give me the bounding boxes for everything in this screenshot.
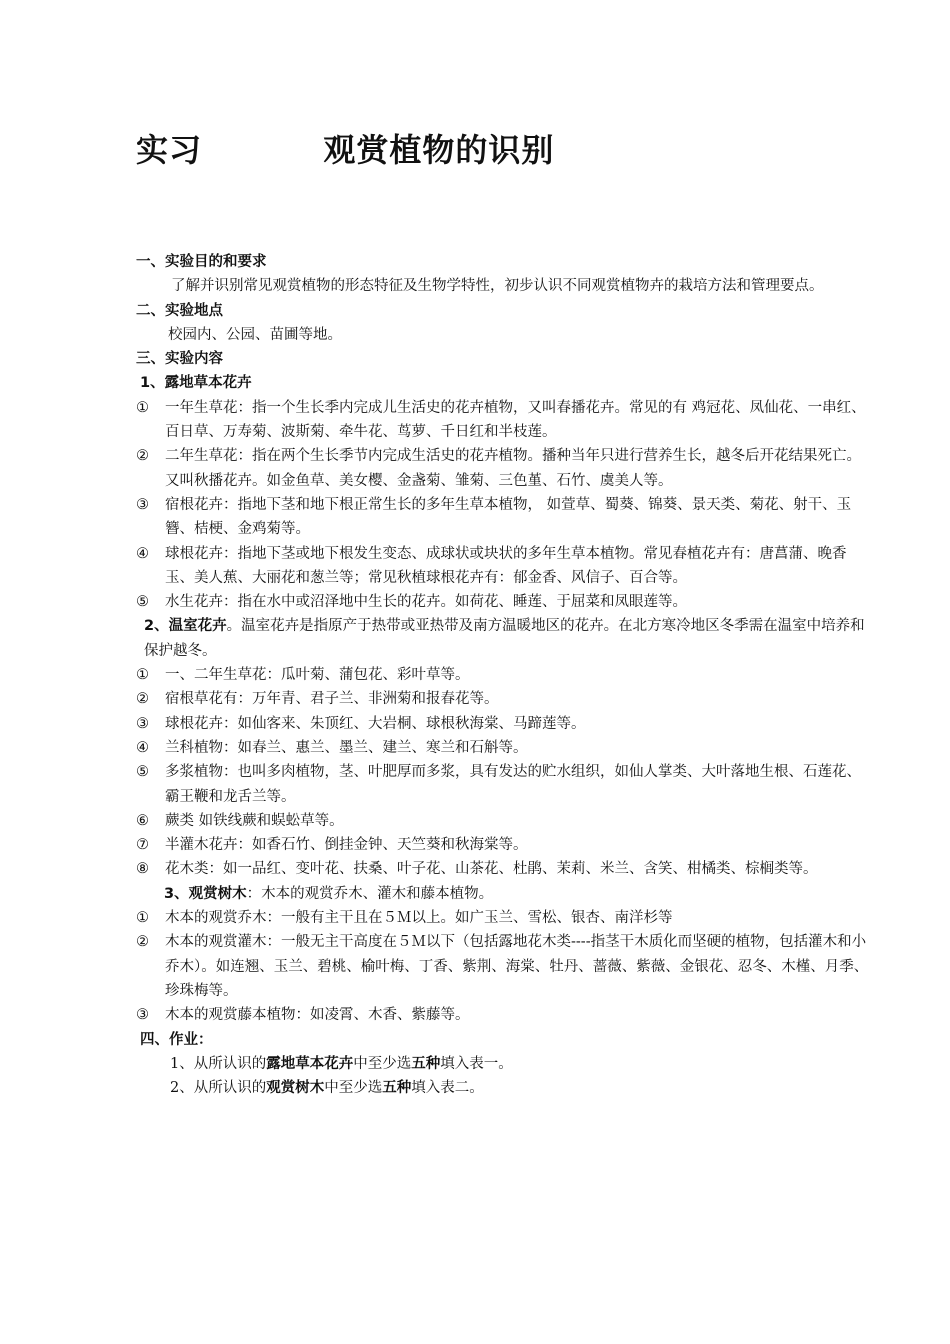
item-number: ⑤ [136,764,149,781]
item-text: 木本的观赏灌木：一般无主干高度在５Ｍ以下（包括露地花木类----指茎干木质化而坚硬的植物，包括灌木和小乔木）。如连翘、玉兰、碧桃、榆叶梅、丁香、紫荆、海棠、牡丹、蔷薇、紫薇、金银花、忍冬、木槿、月季、珍珠梅等。 [165,934,869,999]
list-item [136,736,871,760]
item-number: ③ [136,496,149,513]
subsection-title: 3、观赏树木 [164,885,247,902]
list-item [136,444,871,493]
item-text: 多浆植物：也叫多肉植物，茎、叶肥厚而多浆，具有发达的贮水组织，如仙人掌类、大叶落地生根、石莲花、霸王鞭和龙舌兰等。 [165,764,861,805]
list-item [136,493,871,542]
item-text: 水生花卉：指在水中或沼泽地中生长的花卉。如荷花、睡莲、于屈菜和凤眼莲等。 [165,594,687,611]
paragraph: 了解并识别常见观赏植物的形态特征及生物学特性，初步认识不同观赏植物卉的栽培方法和管理要点。 [171,278,824,295]
item-number: ③ [136,1007,149,1024]
list-item [136,542,871,591]
item-number: ③ [136,715,149,732]
homework-text: 填入表二。 [411,1080,484,1097]
list-item [136,833,871,857]
homework-emphasis: 露地草本花卉 [266,1055,354,1072]
list-item [136,687,871,711]
item-number: ① [136,399,149,416]
list-item [136,663,871,687]
list-item [136,906,871,930]
item-number: ⑥ [136,812,149,829]
section-heading: 二、实验地点 [136,302,223,319]
item-number: ① [136,910,149,927]
page-title: 实习 观赏植物的识别 [136,131,555,169]
homework-text: 中至少选 [324,1080,383,1097]
item-text: 兰科植物：如春兰、惠兰、墨兰、建兰、寒兰和石斛等。 [165,739,528,756]
section-heading: 一、实验目的和要求 [136,254,267,270]
homework-line [136,1076,871,1100]
item-text: 木本的观赏乔木：一般有主干且在５Ｍ以上。如广玉兰、雪松、银杏、南洋杉等 [165,910,673,927]
item-number: ⑤ [136,594,149,611]
item-number: ⑦ [136,837,149,854]
homework-text: 填入表一。 [440,1055,513,1072]
item-text: 蕨类 如铁线蕨和蜈蚣草等。 [165,812,344,829]
item-text: 花木类：如一品红、变叶花、扶桑、叶子花、山茶花、杜鹃、茉莉、米兰、含笑、柑橘类、棕榈类等。 [165,861,818,878]
list-item [136,396,871,445]
list-item [136,809,871,833]
document-body [136,250,871,1100]
list-item [136,1003,871,1027]
section-heading: 三、实验内容 [136,351,223,368]
paragraph [136,614,871,663]
homework-emphasis: 五种 [411,1055,441,1072]
item-number: ① [136,667,149,684]
subsection-desc: 。温室花卉是指原产于热带或亚热带及南方温暖地区的花卉。在北方寒冷地区冬季需在温室中培养和保护越冬。 [144,618,865,659]
item-number: ② [136,934,149,951]
item-number: ④ [136,545,149,562]
list-item [136,857,871,881]
item-number: ② [136,448,149,465]
homework-text: 1、从所认识的 [170,1055,267,1072]
item-text: 球根花卉：指地下茎或地下根发生变态、成球状或块状的多年生草本植物。常见春植花卉有：唐菖蒲、晚香玉、美人蕉、大丽花和葱兰等；常见秋植球根花卉有：郁金香、风信子、百合等。 [165,545,847,586]
item-text: 木本的观赏藤本植物：如凌霄、木香、紫藤等。 [165,1007,470,1024]
paragraph [136,882,871,906]
item-text: 一、二年生草花：瓜叶菊、蒲包花、彩叶草等。 [165,667,470,684]
subsection-desc: ：木本的观赏乔木、灌木和藤本植物。 [246,885,494,902]
item-number: ② [136,691,149,708]
homework-emphasis: 五种 [382,1080,412,1097]
homework-text: 中至少选 [353,1055,412,1072]
section-heading: 四、作业： [140,1031,213,1048]
item-text: 二年生草花：指在两个生长季节内完成生活史的花卉植物。播种当年只进行营养生长，越冬后开花结果死亡。又叫秋播花卉。如金鱼草、美女樱、金盏菊、雏菊、三色堇、石竹、虞美人等。 [165,448,861,489]
paragraph: 校园内、公园、苗圃等地。 [168,326,342,343]
item-number: ⑧ [136,861,149,878]
item-text: 宿根花卉：指地下茎和地下根正常生长的多年生草本植物， 如萱草、蜀葵、锦葵、景天类、菊花、射干、玉簪、桔梗、金鸡菊等。 [165,496,852,538]
list-item [136,590,871,614]
list-item [136,930,871,1003]
item-number: ④ [136,739,149,756]
homework-line [136,1052,871,1076]
homework-emphasis: 观赏树木 [266,1080,325,1097]
item-text: 球根花卉：如仙客来、朱顶红、大岩桐、球根秋海棠、马蹄莲等。 [165,715,586,732]
subsection-title: 1、露地草本花卉 [140,375,252,392]
list-item [136,712,871,736]
homework-text: 2、从所认识的 [170,1080,267,1097]
item-text: 宿根草花有：万年青、君子兰、非洲菊和报春花等。 [165,691,499,708]
list-item [136,760,871,809]
item-text: 半灌木花卉：如香石竹、倒挂金钟、天竺葵和秋海棠等。 [165,837,528,854]
item-text: 一年生草花：指一个生长季内完成儿生活史的花卉植物，又叫春播花卉。常见的有 鸡冠花、凤仙花、一串红、百日草、万寿菊、波斯菊、牵牛花、茑萝、千日红和半枝莲。 [165,399,866,441]
subsection-title: 2、温室花卉 [144,618,227,635]
